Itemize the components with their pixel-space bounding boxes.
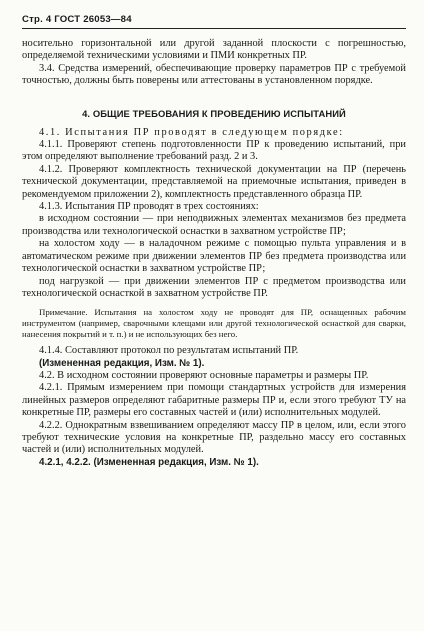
list-item-under-load: под нагрузкой — при движении элементов ПР с предметом производства или технологической оснасткой в захватном устройстве ПР.: [22, 275, 406, 299]
document-page: [22, 14, 406, 469]
list-item-idle-run: на холостом ходу — в наладочном режиме с помощью пульта управления и в автоматическом режиме при движении элементов ПР без предмета производства или технологической оснастки в захватном устройстве ПР;: [22, 238, 406, 275]
section-title: 4. ОБЩИЕ ТРЕБОВАНИЯ К ПРОВЕДЕНИЮ ИСПЫТАНИЙ: [82, 107, 346, 119]
paragraph-4-1-4: 4.1.4. Составляют протокол по результатам испытаний ПР.: [39, 345, 299, 357]
paragraph-4-2-2: 4.2.2. Однократным взвешиванием определяют массу ПР в целом, или, если этого требуют технические условия на конкретные ПР, раздельно массу его составных частей и (или) исполнительных модулей.: [22, 419, 406, 456]
amendment-note: 4.2.1, 4.2.2. (Измененная редакция, Изм. № 1).: [39, 456, 259, 468]
note: Примечание. Испытания на холостом ходу не проводят для ПР, оснащенных рабочим инструментом (например, сварочными клещами или другой технологической оснасткой для сварки, нанесения покрытий и т. п.) и не использующих без него.: [22, 307, 406, 339]
list-item-initial-state: в исходном состоянии — при неподвижных элементах механизмов без предмета производства или технологической оснастки в захватном устройстве ПР;: [22, 213, 406, 237]
paragraph-4-1-2: 4.1.2. Проверяют комплектность технической документации на ПР (перечень технической документации, представляемой на приемочные испытания, приведен в рекомендуемом приложении 2), комплектность представленного образца ПР.: [22, 163, 406, 200]
paragraph-4-2: 4.2. В исходном состоянии проверяют основные параметры и размеры ПР.: [39, 369, 369, 381]
paragraph: носительно горизонтальной или другой заданной плоскости с погрешностью, определяемой техническими условиями и ПМИ конкретных ПР.: [22, 38, 406, 62]
amendment-note: (Измененная редакция, Изм. № 1).: [39, 357, 205, 369]
paragraph-4-1: 4.1. Испытания ПР проводят в следующем порядке:: [39, 126, 344, 138]
paragraph-4-1-1: 4.1.1. Проверяют степень подготовленности ПР к проведению испытаний, при этом определяют выполнение требований разд. 2 и 3.: [22, 139, 406, 163]
paragraph-4-2-1: 4.2.1. Прямым измерением при помощи стандартных устройств для измерения линейных размеров определяют габаритные размеры ПР и, если этого требуют ТУ на конкретные ПР, размеры его составных частей и (или) исполнительных модулей.: [22, 382, 406, 419]
page-header: Стр. 4 ГОСТ 26053—84: [22, 14, 406, 29]
paragraph-3-4: 3.4. Средства измерений, обеспечивающие проверку параметров ПР с требуемой точностью, должны быть поверены или аттестованы в установленном порядке.: [22, 62, 406, 87]
paragraph-4-1-3: 4.1.3. Испытания ПР проводят в трех состояниях:: [39, 201, 259, 213]
